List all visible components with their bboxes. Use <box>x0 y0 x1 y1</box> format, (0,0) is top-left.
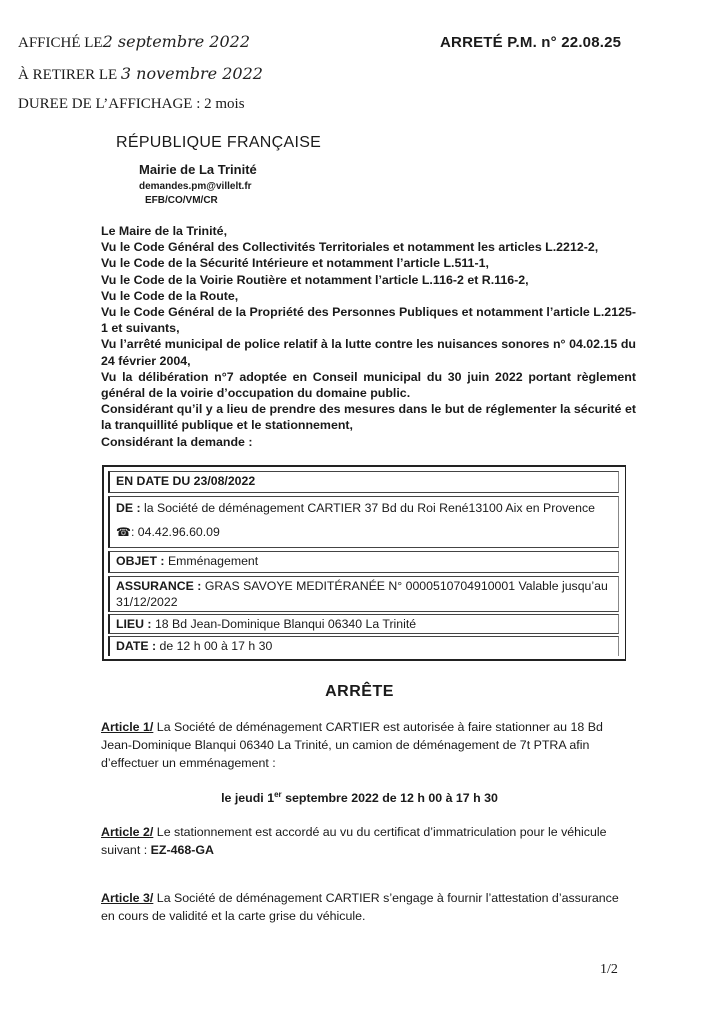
request-time-row <box>108 636 619 656</box>
request-date-row <box>108 471 619 493</box>
article-1 <box>101 718 634 772</box>
posting-duration: DUREE DE L’AFFICHAGE : 2 mois <box>18 96 245 112</box>
affiche-handwritten-date: 2 septembre 2022 <box>102 32 251 51</box>
retirer-label: À RETIRER LE <box>18 67 118 83</box>
article-2-text: Le stationnement est accordé au vu du certificat d’immatriculation pour le véhicule suivant : <box>101 825 607 857</box>
time-value: de 12 h 00 à 17 h 30 <box>159 639 273 653</box>
vehicle-plate: EZ-468-GA <box>150 843 214 857</box>
article-1-label: Article 1/ <box>101 720 154 734</box>
preamble-line: Vu le Code Général de la Propriété des Personnes Publiques et notamment l’article L.2125-1 et suivants, <box>101 305 636 336</box>
article-1-text: La Société de déménagement CARTIER est autorisée à faire stationner au 18 Bd Jean-Dominique Blanqui 06340 La Trinité, un camion de déménagement de 7t PTRA afin d’effectuer un emménagement : <box>101 720 603 770</box>
article-3-label: Article 3/ <box>101 891 154 905</box>
mairie-name: Mairie de La Trinité <box>139 162 257 177</box>
posting-date-line <box>18 32 250 52</box>
place-label: LIEU : <box>116 617 152 631</box>
insurance-label: ASSURANCE : <box>116 579 202 593</box>
request-frame <box>102 465 626 661</box>
request-insurance-row <box>108 576 619 612</box>
request-date: EN DATE DU 23/08/2022 <box>116 474 256 488</box>
event-date-end: septembre 2022 de 12 h 00 à 17 h 30 <box>281 791 498 806</box>
request-from-row <box>108 496 619 548</box>
time-label: DATE : <box>116 639 157 653</box>
phone-icon: ☎ <box>116 524 131 539</box>
request-object-row <box>108 551 619 573</box>
object-label: OBJET : <box>116 554 165 568</box>
republic-heading: RÉPUBLIQUE FRANÇAISE <box>116 134 322 151</box>
decree-reference: ARRETÉ P.M. n° 22.08.25 <box>440 34 622 51</box>
article-3 <box>101 889 634 925</box>
page-number: 1/2 <box>600 962 618 977</box>
phone-value: : 04.42.96.60.09 <box>130 524 220 539</box>
preamble <box>101 223 636 450</box>
retirer-handwritten-date: 3 novembre 2022 <box>120 64 263 83</box>
article-3-text: La Société de déménagement CARTIER s’engage à fournir l’attestation d’assurance en cours de validité et la carte grise du véhicule. <box>101 891 619 923</box>
arrete-heading: ARRÊTE <box>325 683 394 700</box>
place-value: 18 Bd Jean-Dominique Blanqui 06340 La Trinité <box>154 617 417 631</box>
event-date-start: le jeudi 1 <box>221 791 275 806</box>
preamble-line: Vu le Code de la Voirie Routière et notamment l’article L.116-2 et R.116-2, <box>101 272 529 287</box>
preamble-line: Vu le Code Général des Collectivités Territoriales et notamment les articles L.2212-2, <box>101 240 599 255</box>
preamble-line: Vu la délibération n°7 adoptée en Conseil municipal du 30 juin 2022 portant règlement général de la voirie d’occupation du domaine public. <box>101 369 636 401</box>
article-2 <box>101 823 634 859</box>
mairie-email: demandes.pm@villelt.fr <box>139 181 252 192</box>
event-date <box>0 790 719 805</box>
object-value: Emménagement <box>167 554 259 568</box>
article-2-label: Article 2/ <box>101 825 154 839</box>
from-label: DE : <box>116 501 141 515</box>
preamble-line: Considérant qu’il y a lieu de prendre des mesures dans le but de réglementer la sécurité et la tranquillité publique et le stationnement, <box>101 402 636 433</box>
insurance-value: GRAS SAVOYE MEDITÉRANÉE N° 0000510704910001 Valable jusqu’au 31/12/2022 <box>116 579 608 609</box>
event-date-sup: er <box>274 790 282 799</box>
preamble-line: Le Maire de la Trinité, <box>101 224 228 238</box>
preamble-line: Vu l’arrêté municipal de police relatif à la lutte contre les nuisances sonores n° 04.02.15 du 24 février 2004, <box>101 337 636 368</box>
removal-date-line <box>18 64 263 84</box>
file-code: EFB/CO/VM/CR <box>145 195 218 206</box>
preamble-line: Vu le Code de la Route, <box>101 288 239 303</box>
preamble-line: Vu le Code de la Sécurité Intérieure et notamment l’article L.511-1, <box>101 256 489 271</box>
preamble-line: Considérant la demande : <box>101 434 253 449</box>
request-place-row <box>108 614 619 634</box>
from-value: la Société de déménagement CARTIER 37 Bd du Roi René13100 Aix en Provence <box>144 501 595 515</box>
affiche-label: AFFICHÉ LE <box>18 35 103 51</box>
